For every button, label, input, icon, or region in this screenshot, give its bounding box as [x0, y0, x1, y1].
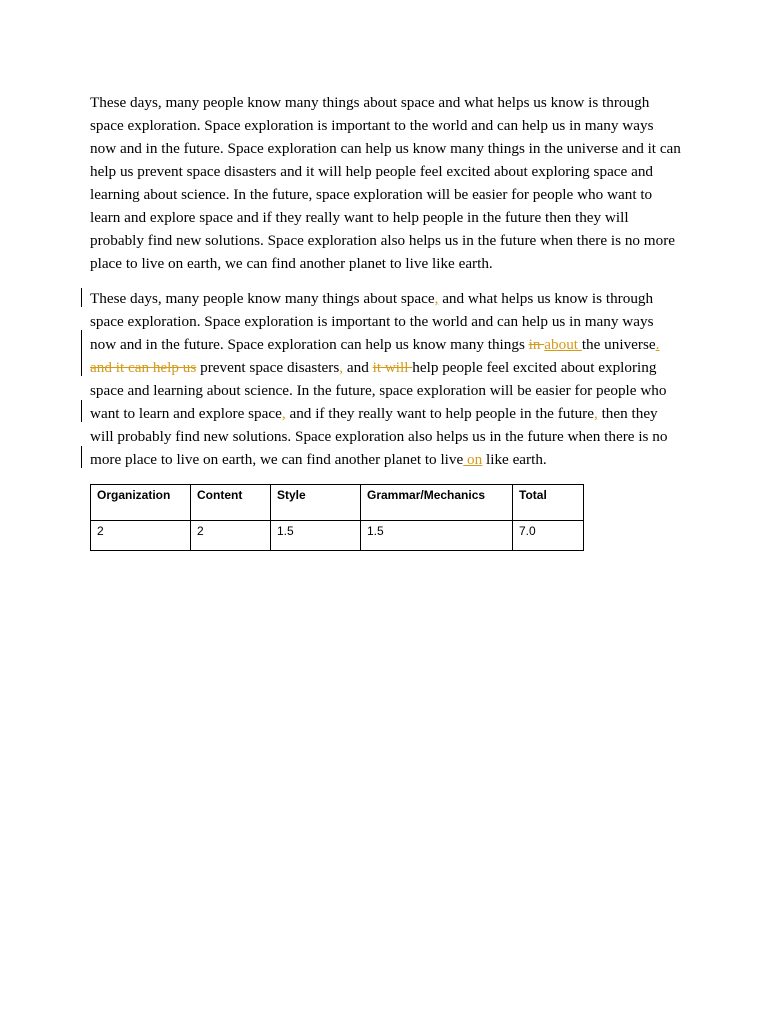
text-line: learn and explore space and if they really want to help people in the future then they will: [90, 209, 629, 226]
change-bar: [81, 400, 82, 422]
text-run: the universe: [581, 336, 656, 353]
inserted-text[interactable]: about: [544, 336, 582, 353]
column-header: Organization: [91, 485, 191, 521]
table-cell[interactable]: 2: [191, 521, 271, 551]
table-header-row: [91, 485, 584, 521]
text-run: and: [343, 359, 373, 376]
text-run: prevent space disasters: [196, 359, 340, 376]
text-run: more place to live on earth, we can find another planet to live: [90, 451, 464, 468]
revised-paragraph: [90, 287, 682, 471]
inserted-text[interactable]: on: [463, 451, 483, 468]
text-run: help people feel excited about exploring: [412, 359, 657, 376]
inserted-text[interactable]: ,: [593, 405, 598, 422]
change-bar: [81, 288, 82, 307]
text-line: space and learning about science. In the future, space exploration will be easier for people who: [90, 382, 667, 399]
text-line: learning about science. In the future, space exploration will be easier for people who want to: [90, 186, 653, 203]
text-run: These days, many people know many things about space: [90, 290, 435, 307]
text-run: then they: [597, 405, 658, 422]
text-line: will probably find new solutions. Space exploration also helps us in the future when there is no: [90, 428, 668, 445]
text-line: place to live on earth, we can find another planet to live like earth.: [90, 255, 493, 272]
column-header: Total: [513, 485, 584, 521]
text-line: probably find new solutions. Space exploration also helps us in the future when there is no more: [90, 232, 676, 249]
deleted-text[interactable]: in: [528, 336, 545, 353]
text-line: [90, 356, 682, 379]
text-run: now and in the future. Space exploration can help us know many things: [90, 336, 529, 353]
text-run: want to learn and explore space: [90, 405, 282, 422]
inserted-text[interactable]: .: [655, 336, 660, 353]
text-line: [90, 287, 682, 310]
table-cell[interactable]: 7.0: [513, 521, 584, 551]
inserted-text[interactable]: ,: [339, 359, 344, 376]
inserted-text[interactable]: ,: [281, 405, 286, 422]
column-header: Grammar/Mechanics: [361, 485, 513, 521]
text-line: [90, 402, 682, 425]
table-cell[interactable]: 1.5: [271, 521, 361, 551]
text-line: [90, 448, 682, 471]
text-line: [90, 333, 682, 356]
column-header: Style: [271, 485, 361, 521]
text-line: space exploration. Space exploration is important to the world and can help us in many ways: [90, 117, 654, 134]
table-cell[interactable]: 1.5: [361, 521, 513, 551]
change-bar: [81, 330, 82, 376]
text-run: like earth.: [482, 451, 547, 468]
change-bar: [81, 446, 82, 468]
text-line: help us prevent space disasters and it will help people feel excited about exploring space and: [90, 163, 654, 180]
text-line: space exploration. Space exploration is important to the world and can help us in many ways: [90, 313, 654, 330]
original-paragraph: [90, 91, 682, 275]
column-header: Content: [191, 485, 271, 521]
deleted-text[interactable]: it will: [372, 359, 413, 376]
text-line: now and in the future. Space exploration can help us know many things in the universe and it can: [90, 140, 681, 157]
text-run: and what helps us know is through: [438, 290, 654, 307]
text-run: and if they really want to help people in the future: [285, 405, 594, 422]
rubric-table: [90, 484, 584, 551]
table-cell[interactable]: 2: [91, 521, 191, 551]
inserted-text[interactable]: ,: [434, 290, 439, 307]
text-line: These days, many people know many things about space and what helps us know is through: [90, 94, 650, 111]
deleted-text[interactable]: and it can help us: [90, 359, 197, 376]
table-row: [91, 521, 584, 551]
